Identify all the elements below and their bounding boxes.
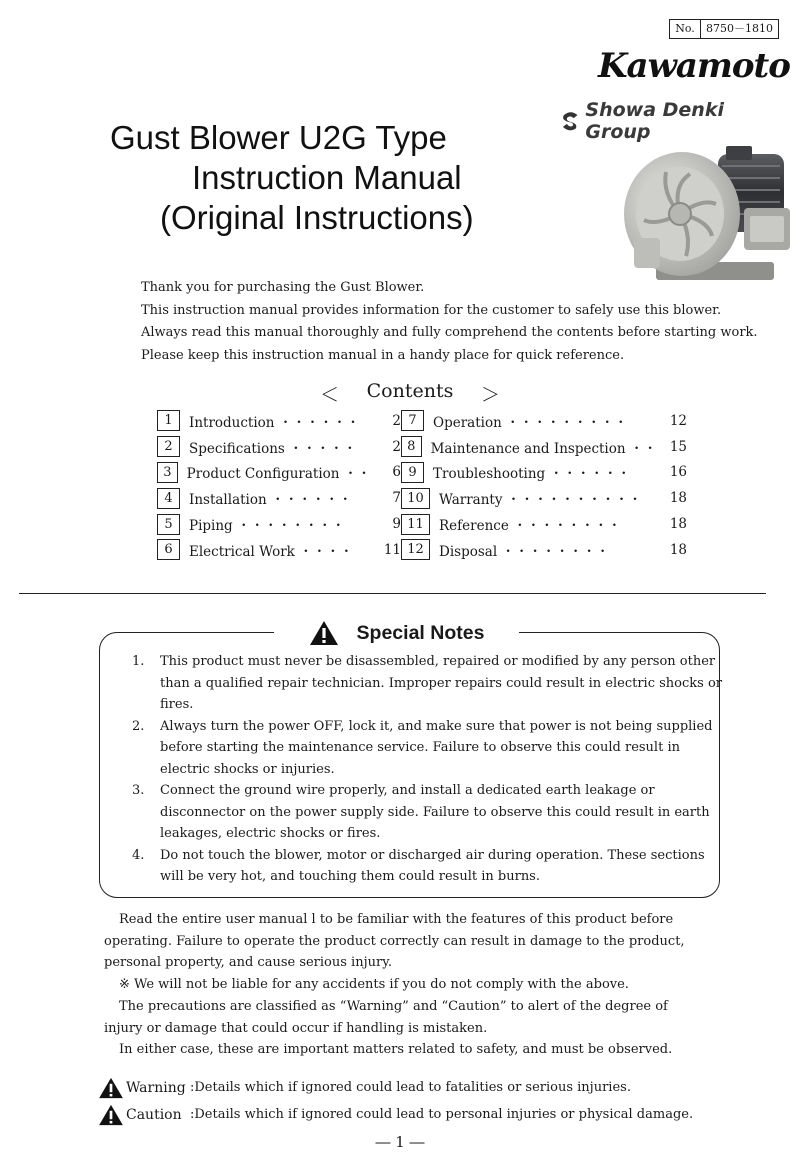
hazard-legend xyxy=(98,1074,698,1128)
document-number xyxy=(669,19,779,39)
toc-row xyxy=(157,511,687,537)
toc-page: 9 xyxy=(392,516,401,533)
warning-text: :Details which if ignored could lead to fatalities or serious injuries. xyxy=(190,1080,631,1095)
group-name: Showa Denki Group xyxy=(585,99,724,143)
note-item xyxy=(132,716,722,781)
toc-title: Electrical Work ・・・・ xyxy=(189,543,354,560)
note-text: Connect the ground wire properly, and install a dedicated earth leakage or disconnector on the power supply side. Failure to observe this could result in earth leakages, electric shocks or fires. xyxy=(160,783,710,841)
toc-row xyxy=(157,460,687,486)
toc-number: 9 xyxy=(401,462,424,483)
note-item xyxy=(132,651,722,716)
contents-close-bracket: ＞ xyxy=(480,384,500,406)
toc-number: 3 xyxy=(157,462,178,483)
intro-line: Always read this manual thoroughly and fully comprehend the contents before starting work. xyxy=(141,325,758,340)
note-text: Do not touch the blower, motor or discharged air during operation. These sections will be very hot, and touching them could result in burns. xyxy=(160,847,705,884)
table-of-contents xyxy=(157,408,687,563)
toc-title: Installation ・・・・・・ xyxy=(189,492,352,509)
toc-number: 4 xyxy=(157,488,180,509)
toc-number: 10 xyxy=(401,488,430,509)
contents-open-bracket: ＜ xyxy=(320,384,340,406)
toc-number: 8 xyxy=(401,436,422,457)
toc-number: 6 xyxy=(157,539,180,560)
toc-row xyxy=(157,434,687,460)
toc-number: 1 xyxy=(157,410,180,431)
note-text: This product must never be disassembled, repaired or modified by any person other than a qualified repair technician. Improper repairs could result in electric shocks or fires. xyxy=(160,654,722,712)
toc-page: 18 xyxy=(669,516,687,533)
body-paragraph: The precautions are classified as “Warning” and “Caution” to alert of the degree of injury or damage that could occur if handling is mistaken. xyxy=(104,998,668,1036)
toc-entry[interactable] xyxy=(157,410,401,431)
toc-page: 2 xyxy=(392,412,401,429)
toc-entry[interactable] xyxy=(401,488,687,509)
note-item xyxy=(132,845,722,888)
title-line-1: Gust Blower U2G Type xyxy=(110,119,447,156)
title-line-2: Instruction Manual xyxy=(192,159,462,196)
toc-page: 6 xyxy=(392,464,401,481)
toc-title: Product Configuration ・・ xyxy=(186,466,371,483)
safety-body-text xyxy=(104,909,704,1061)
toc-title: Introduction ・・・・・・ xyxy=(189,414,360,431)
toc-page: 18 xyxy=(669,490,687,507)
brand-logo: Kawamoto xyxy=(598,46,790,86)
toc-entry[interactable] xyxy=(401,539,687,560)
toc-title: Troubleshooting ・・・・・・ xyxy=(433,466,631,483)
toc-page: 18 xyxy=(669,541,687,558)
note-number: 4. xyxy=(132,847,145,863)
body-paragraph: Read the entire user manual l to be familiar with the features of this product before operating. Failure to operate the product correctly can result in damage to the product, personal property, and cause serious injury. xyxy=(104,912,685,971)
toc-entry[interactable] xyxy=(157,436,401,457)
intro-line: Please keep this instruction manual in a handy place for quick reference. xyxy=(141,347,625,363)
contents-heading xyxy=(320,380,500,407)
section-divider xyxy=(19,593,766,594)
toc-title: Reference ・・・・・・・・ xyxy=(439,518,622,535)
warning-label: Warning xyxy=(126,1079,186,1096)
body-paragraph: In either case, these are important matters related to safety, and must be observed. xyxy=(119,1042,673,1058)
intro-text xyxy=(141,277,761,367)
toc-entry[interactable] xyxy=(401,462,687,483)
toc-page: 2 xyxy=(392,438,401,455)
toc-row xyxy=(157,537,687,563)
doc-no-value: 8750－1810 xyxy=(706,22,773,35)
toc-number: 12 xyxy=(401,539,430,560)
toc-entry[interactable] xyxy=(401,514,687,535)
toc-number: 5 xyxy=(157,514,180,535)
toc-entry[interactable] xyxy=(401,436,687,457)
toc-page: 15 xyxy=(669,438,687,455)
caution-icon xyxy=(98,1104,124,1126)
intro-line: Thank you for purchasing the Gust Blower. xyxy=(141,280,425,295)
doc-no-label: No. xyxy=(670,20,701,38)
toc-title: Warranty ・・・・・・・・・・ xyxy=(439,492,642,509)
special-notes-header xyxy=(274,619,519,647)
toc-title: Operation ・・・・・・・・・ xyxy=(433,414,628,431)
showa-logo-icon xyxy=(560,111,581,131)
toc-number: 7 xyxy=(401,410,424,431)
legend-warning xyxy=(98,1074,698,1101)
toc-title: Disposal ・・・・・・・・ xyxy=(439,543,610,560)
caution-label: Caution xyxy=(126,1106,182,1123)
intro-line: This instruction manual provides information for the customer to safely use this blower. xyxy=(141,302,722,318)
toc-entry[interactable] xyxy=(157,462,401,483)
toc-row xyxy=(157,408,687,434)
toc-page: 11 xyxy=(383,541,401,558)
special-notes-title: Special Notes xyxy=(356,621,485,644)
title-line-3: (Original Instructions) xyxy=(160,199,474,236)
blower-product-image xyxy=(622,134,798,290)
page-title xyxy=(88,118,508,238)
toc-entry[interactable] xyxy=(157,514,401,535)
toc-entry[interactable] xyxy=(401,410,687,431)
note-number: 2. xyxy=(132,718,145,734)
toc-page: 12 xyxy=(669,412,687,429)
legend-caution xyxy=(98,1101,698,1128)
toc-number: 2 xyxy=(157,436,180,457)
note-item xyxy=(132,780,722,845)
note-text: Always turn the power OFF, lock it, and make sure that power is not being supplied before starting the maintenance service. Failure to observe this could result in electric shocks or injuries. xyxy=(160,718,713,777)
toc-page: 7 xyxy=(392,490,401,507)
toc-title: Specifications ・・・・・ xyxy=(189,440,357,457)
toc-entry[interactable] xyxy=(157,539,401,560)
warning-triangle-icon xyxy=(309,620,339,646)
toc-number: 11 xyxy=(401,514,430,535)
contents-title: Contents xyxy=(366,380,454,402)
body-paragraph: ※ We will not be liable for any accidents if you do not comply with the above. xyxy=(119,977,629,993)
toc-row xyxy=(157,485,687,511)
toc-entry[interactable] xyxy=(157,488,401,509)
warning-icon xyxy=(98,1077,124,1099)
toc-title: Maintenance and Inspection ・・ xyxy=(430,440,657,457)
note-number: 3. xyxy=(132,783,145,798)
caution-text: :Details which if ignored could lead to personal injuries or physical damage. xyxy=(190,1107,694,1122)
toc-page: 16 xyxy=(669,464,687,481)
toc-title: Piping ・・・・・・・・ xyxy=(189,518,345,535)
page-number: ― 1 ― xyxy=(375,1133,425,1151)
special-notes-list xyxy=(132,651,722,888)
note-number: 1. xyxy=(132,654,145,669)
